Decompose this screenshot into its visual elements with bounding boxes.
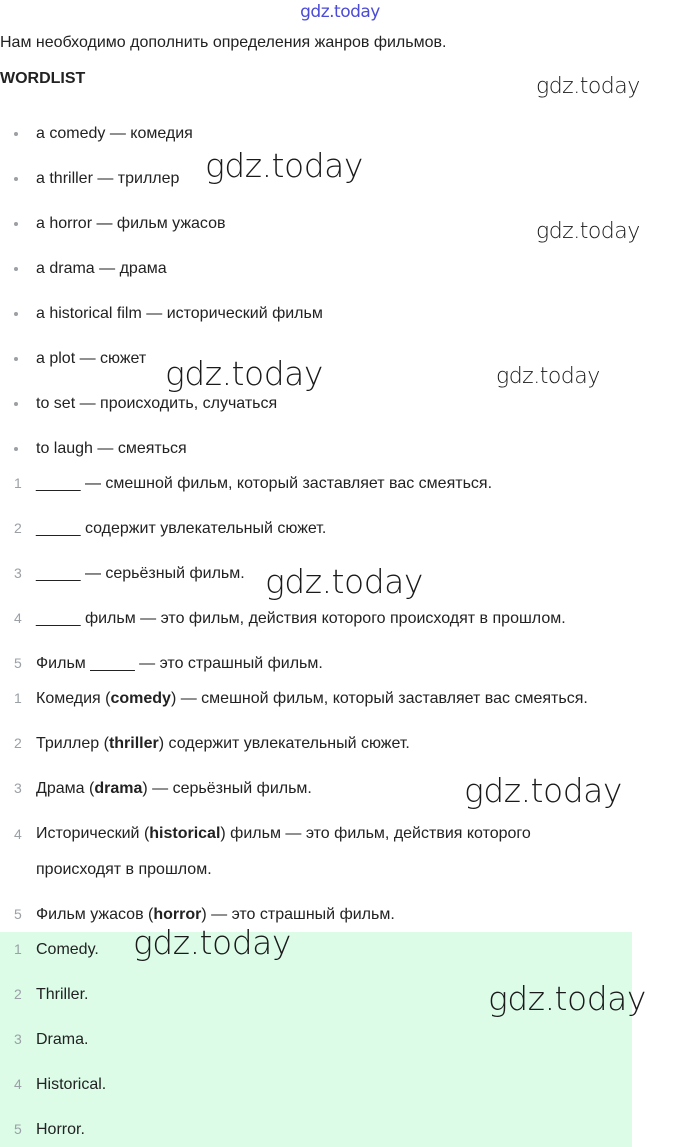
intro-text: Нам необходимо дополнить определения жанров фильмов. <box>0 34 447 51</box>
task-item: 4 _____ фильм — это фильм, действия которого происходят в прошлом. <box>14 610 566 627</box>
task-item: 2 _____ содержит увлекательный сюжет. <box>14 520 327 537</box>
watermark: gdz.today <box>265 562 423 601</box>
watermark: gdz.today <box>464 771 622 810</box>
answer-item: 3 Drama. <box>14 1031 89 1048</box>
watermark: gdz.today <box>205 146 363 185</box>
wordlist-title: WORDLIST <box>0 70 86 87</box>
task-item: 1 _____ — смешной фильм, который заставляет вас смеяться. <box>14 475 493 492</box>
bullet-icon <box>14 402 18 406</box>
list-item: a horror — фильм ужасов <box>14 214 226 234</box>
translation-item: 2 Триллер (thriller) содержит увлекательный сюжет. <box>14 735 410 752</box>
answer-item: 5 Horror. <box>14 1121 85 1138</box>
bullet-icon <box>14 177 18 181</box>
bullet-icon <box>14 132 18 136</box>
watermark: gdz.today <box>536 219 640 244</box>
task-item: 3 _____ — серьёзный фильм. <box>14 565 245 582</box>
list-item: a plot — сюжет <box>14 349 146 369</box>
translation-item: 1 Комедия (comedy) — смешной фильм, который заставляет вас смеяться. <box>14 690 588 707</box>
bullet-icon <box>14 267 18 271</box>
list-item: a historical film — исторический фильм <box>14 304 323 324</box>
watermark: gdz.today <box>536 74 640 99</box>
answer-item: 1 Comedy. <box>14 941 99 958</box>
watermark: gdz.today <box>496 364 600 389</box>
list-item: to set — происходить, случаться <box>14 394 277 414</box>
translation-item: 3 Драма (drama) — серьёзный фильм. <box>14 780 312 797</box>
watermark: gdz.today <box>165 354 323 393</box>
task-item: 5 Фильм _____ — это страшный фильм. <box>14 655 323 672</box>
bullet-icon <box>14 357 18 361</box>
answer-item: 4 Historical. <box>14 1076 107 1093</box>
translation-item: 4 Исторический (historical) фильм — это фильм, действия которого происходят в прошлом. <box>14 825 531 878</box>
watermark-top: gdz.today <box>300 2 380 22</box>
watermark: gdz.today <box>488 979 646 1018</box>
list-item: a comedy — комедия <box>14 124 193 144</box>
list-item: a drama — драма <box>14 259 167 279</box>
answer-item: 2 Thriller. <box>14 986 89 1003</box>
list-item: a thriller — триллер <box>14 169 179 189</box>
bullet-icon <box>14 222 18 226</box>
answers-panel <box>0 932 632 1147</box>
translation-item: 5 Фильм ужасов (horror) — это страшный фильм. <box>14 906 395 923</box>
bullet-icon <box>14 312 18 316</box>
watermark: gdz.today <box>133 923 291 962</box>
bullet-icon <box>14 447 18 451</box>
list-item: to laugh — смеяться <box>14 439 187 459</box>
